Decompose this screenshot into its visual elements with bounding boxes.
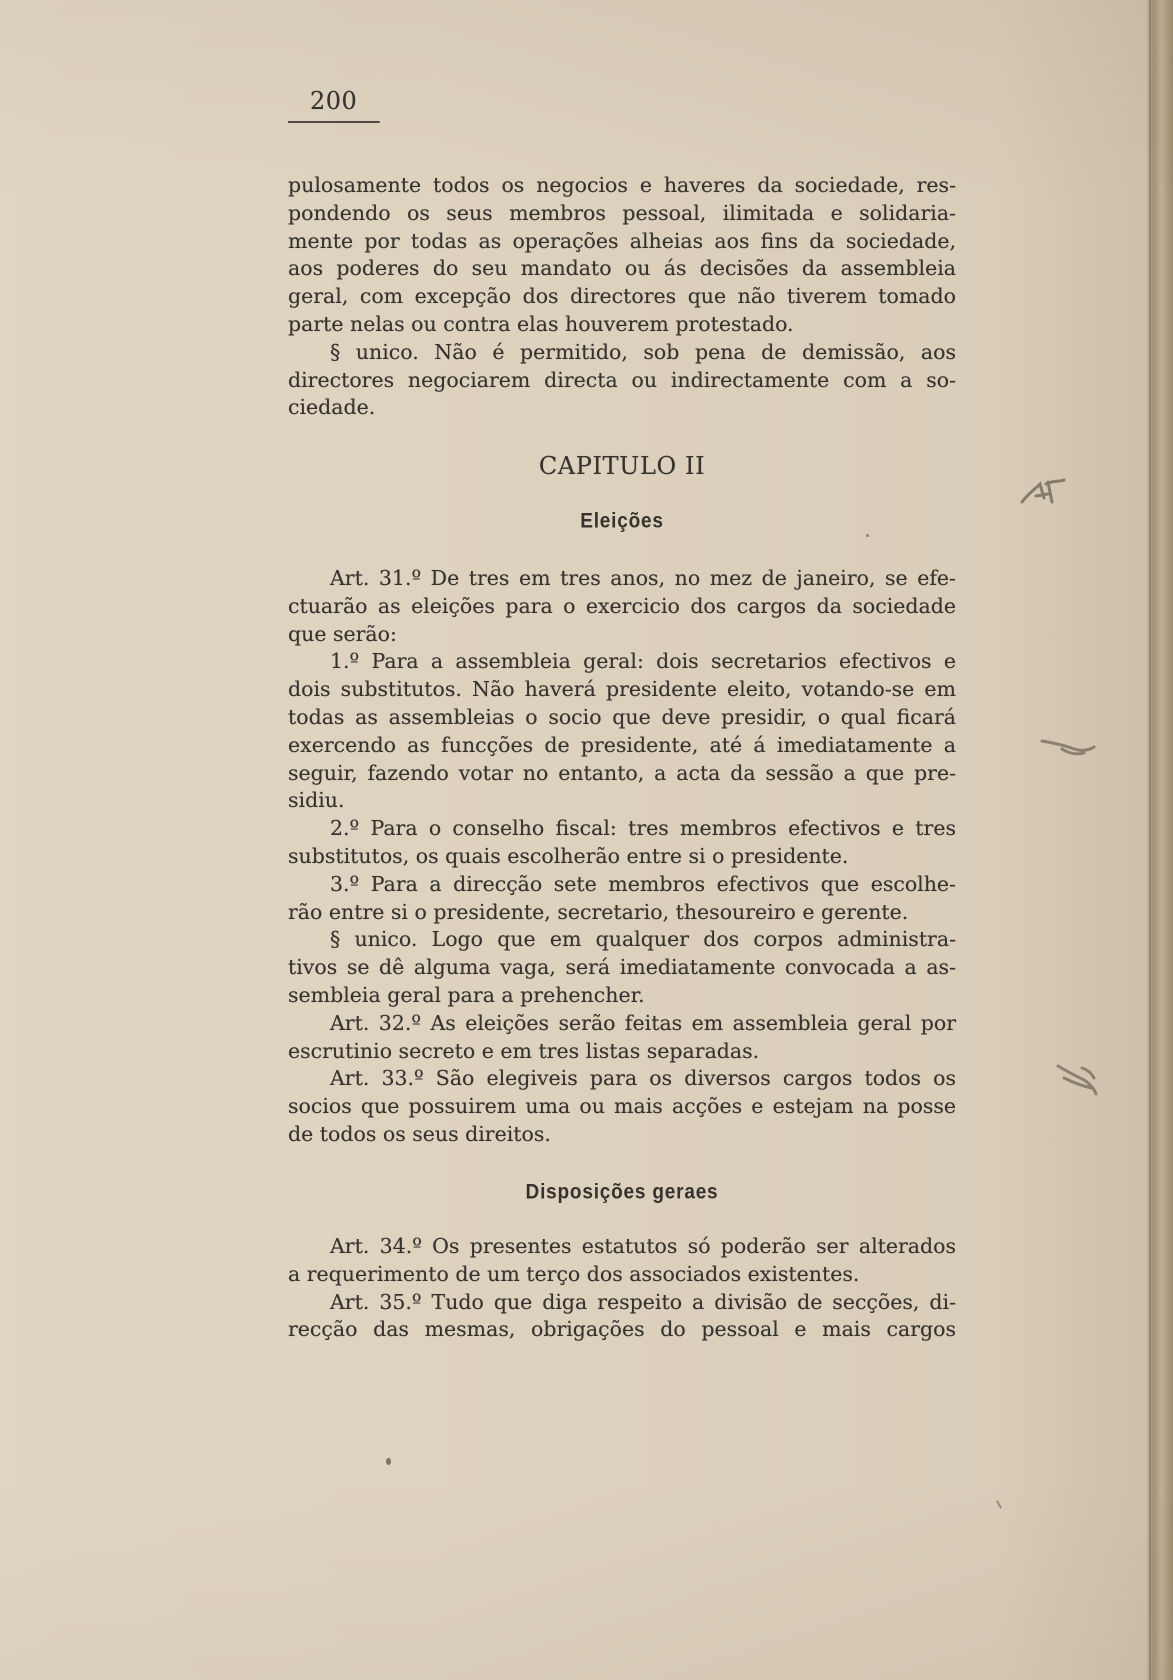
paragraph-unico: [288, 926, 956, 1009]
text-line: aos poderes do seu mandato ou ás decisões da assembleia: [288, 256, 956, 281]
text-line: geral, com excepção dos directores que não tiverem tomado: [288, 284, 956, 309]
chapter-subheading: [288, 508, 956, 536]
ink-speck: [996, 1500, 1002, 1509]
chapter-heading: CAPITULO II: [538, 452, 706, 480]
text-line: 1.º Para a assembleia geral: dois secretarios efectivos e: [330, 649, 956, 674]
text-line: socios que possuirem uma ou mais acções e estejam na posse: [288, 1094, 956, 1119]
text-line: parte nelas ou contra elas houverem protestado.: [288, 311, 794, 336]
bleed-through-mark: [1018, 476, 1066, 508]
continued-paragraph: [288, 172, 956, 339]
general-provisions-section: [288, 1233, 956, 1344]
text-line: ctuarão as eleições para o exercicio dos cargos da sociedade: [288, 593, 956, 618]
bleed-through-mark: [1040, 733, 1096, 761]
item-1: [288, 648, 956, 815]
page-number: 200: [310, 87, 358, 115]
bleed-through-mark: [1052, 1058, 1098, 1100]
text-line: dois substitutos. Não haverá presidente eleito, votando-se em: [288, 677, 956, 702]
text-line: mente por todas as operações alheias aos fins da sociedade,: [288, 228, 956, 253]
text-line: § unico. Logo que em qualquer dos corpos administra-: [330, 927, 956, 952]
paragraph-unico: [288, 339, 956, 422]
text-line: rão entre si o presidente, secretario, thesoureiro e gerente.: [288, 899, 909, 924]
article-31: [288, 565, 956, 648]
chapter-section: [288, 565, 956, 1149]
text-line: exercendo as funcções de presidente, até á imediatamente a: [288, 732, 956, 757]
text-line: Art. 31.º De tres em tres anos, no mez de janeiro, se efe-: [330, 566, 956, 590]
text-line: tivos se dê alguma vaga, será imediatamente convocada a as-: [288, 955, 956, 980]
text-line: Art. 33.º São elegiveis para os diversos cargos todos os: [330, 1066, 956, 1091]
text-line: seguir, fazendo votar no entanto, a acta da sessão a que pre-: [288, 760, 956, 785]
text-line: sembleia geral para a prehencher.: [288, 982, 645, 1007]
text-line: Art. 32.º As eleições serão feitas em assembleia geral por: [330, 1010, 956, 1035]
ink-speck: [386, 1458, 391, 1465]
text-line: de todos os seus direitos.: [288, 1121, 551, 1146]
text-line: pulosamente todos os negocios e haveres da sociedade, res-: [288, 173, 956, 197]
text-line: escrutinio secreto e em tres listas separadas.: [288, 1038, 760, 1063]
text-line: recção das mesmas, obrigações do pessoal e mais cargos: [288, 1317, 956, 1342]
text-line: 3.º Para a direcção sete membros efectivos que escolhe-: [330, 871, 956, 896]
binding-edge-line: [1149, 0, 1151, 1680]
intro-section: [288, 172, 956, 422]
section-heading: [288, 1179, 956, 1207]
text-line: todas as assembleias o socio que deve presidir, o qual ficará: [288, 704, 956, 729]
section-heading-text: Disposições geraes: [525, 1180, 719, 1205]
article-34: [288, 1233, 956, 1289]
text-line: pondendo os seus membros pessoal, ilimitada e solidaria-: [288, 200, 956, 225]
text-line: Art. 35.º Tudo que diga respeito a divisão de secções, di-: [330, 1289, 956, 1314]
text-line: a requerimento de um terço dos associados existentes.: [288, 1261, 860, 1286]
text-line: directores negociarem directa ou indirectamente com a so-: [288, 367, 956, 392]
page-number-rule: [288, 121, 380, 123]
text-line: que serão:: [288, 621, 397, 646]
text-line: 2.º Para o conselho fiscal: tres membros efectivos e tres: [330, 816, 956, 841]
article-33: [288, 1065, 956, 1148]
article-32: [288, 1010, 956, 1066]
item-3: [288, 871, 956, 927]
text-line: Art. 34.º Os presentes estatutos só poderão ser alterados: [330, 1234, 956, 1258]
text-line: substitutos, os quais escolherão entre si o presidente.: [288, 843, 849, 868]
text-line: sidiu.: [288, 788, 345, 813]
chapter-subheading-text: Eleições: [580, 509, 664, 534]
item-2: [288, 815, 956, 871]
text-line: § unico. Não é permitido, sob pena de demissão, aos: [330, 339, 956, 364]
text-line: ciedade.: [288, 395, 376, 420]
article-35: [288, 1289, 956, 1345]
